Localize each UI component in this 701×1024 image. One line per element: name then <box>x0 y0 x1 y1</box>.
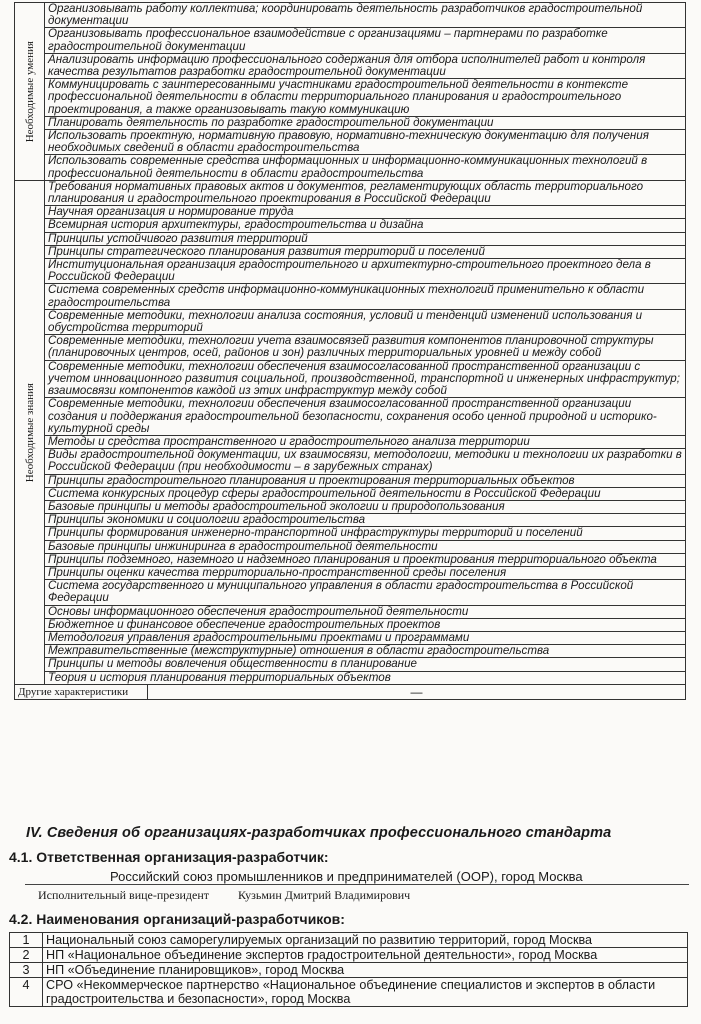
competency-item: Методология управления градостроительными проектами и программами <box>45 631 686 644</box>
other-characteristics-label: Другие характеристики <box>15 684 148 699</box>
developer-org-number: 1 <box>10 933 43 948</box>
competency-item: Принципы подземного, наземного и надземного планирования и проектирования территориального объекта <box>45 553 686 566</box>
competency-item: Основы информационного обеспечения градостроительной деятельности <box>45 605 686 618</box>
competency-row <box>15 79 686 117</box>
competency-row <box>15 605 686 618</box>
competency-item: Бюджетное и финансовое обеспечение градостроительных проектов <box>45 618 686 631</box>
competency-item: Система современных средств информационно-коммуникационных технологий применительно к области градостроительства <box>45 284 686 309</box>
competency-row <box>15 645 686 658</box>
competency-item: Современные методики, технологии обеспечения взаимосогласованной пространственной организации с учетом инновационного развития социальной, производственной, транспортной и инженерных инфраструктур; взаимосвязи компонентов каждой из этих инфраструктур между собой <box>45 360 686 398</box>
competency-item: Анализировать информацию профессионального содержания для отбора исполнителей работ и контроля качества результатов разработки градостроительной документации <box>45 53 686 78</box>
competency-row <box>15 631 686 644</box>
competency-row <box>15 671 686 684</box>
competency-row <box>15 449 686 474</box>
competency-row <box>15 514 686 527</box>
competency-item: Принципы градостроительного планирования и проектирования территориальных объектов <box>45 474 686 487</box>
developer-org-name: Национальный союз саморегулируемых организаций по развитию территорий, город Москва <box>43 933 688 948</box>
skills-category-label: Необходимые умения <box>23 40 36 143</box>
developer-org-name: НП «Национальное объединение экспертов градостроительной деятельности», город Москва <box>43 948 688 963</box>
developer-orgs-table <box>9 932 688 1007</box>
competency-item: Принципы стратегического планирования развития территорий и поселений <box>45 245 686 258</box>
developer-org-row <box>10 963 688 978</box>
responsible-org-heading: 4.1. Ответственная организация-разработчик: <box>9 849 329 865</box>
competency-item: Принципы экономики и социологии градостроительства <box>45 514 686 527</box>
skills-category <box>15 3 45 181</box>
competency-item: Базовые принципы и методы градостроительной экологии и природопользования <box>45 500 686 513</box>
competency-item: Принципы устойчивого развития территорий <box>45 232 686 245</box>
signer-position: Исполнительный вице-президент <box>38 888 210 902</box>
developer-org-number: 4 <box>10 978 43 1007</box>
competency-row <box>15 180 686 205</box>
developer-org-name: НП «Объединение планировщиков», город Москва <box>43 963 688 978</box>
competency-item: Межправительственные (межструктурные) отношения в области градостроительства <box>45 645 686 658</box>
competency-row <box>15 155 686 180</box>
competency-row <box>15 130 686 155</box>
competency-item: Базовые принципы инжиниринга в градостроительной деятельности <box>45 540 686 553</box>
competency-item: Теория и история планирования территориальных объектов <box>45 671 686 684</box>
competency-row <box>15 284 686 309</box>
signer-row <box>38 888 410 903</box>
competency-row <box>15 580 686 605</box>
competency-row <box>15 553 686 566</box>
competency-row <box>15 398 686 436</box>
competency-row <box>15 335 686 360</box>
competency-item: Использовать современные средства информационных и информационно-коммуникационных технологий в профессиональной деятельности в области градостроительства <box>45 155 686 180</box>
competency-item: Институциональная организация градостроительного и архитектурно-строительного проектного дела в Российской Федерации <box>45 259 686 284</box>
competency-row <box>15 28 686 53</box>
knowledge-category <box>15 180 45 684</box>
competency-row <box>15 53 686 78</box>
competency-item: Методы и средства пространственного и градостроительного анализа территории <box>45 435 686 448</box>
competency-item: Организовывать работу коллектива; координировать деятельность разработчиков градостроительной документации <box>45 3 686 28</box>
competency-item: Научная организация и нормирование труда <box>45 206 686 219</box>
competency-row <box>15 435 686 448</box>
competency-row <box>15 618 686 631</box>
developer-org-row <box>10 978 688 1007</box>
competency-item: Принципы оценки качества территориально-пространственной среды поселения <box>45 566 686 579</box>
developer-org-number: 3 <box>10 963 43 978</box>
competency-table <box>14 2 686 700</box>
developer-org-row <box>10 948 688 963</box>
competency-item: Всемирная история архитектуры, градостроительства и дизайна <box>45 219 686 232</box>
competency-row <box>15 566 686 579</box>
competency-item: Современные методики, технологии учета взаимосвязей развития компонентов планировочной структуры (планировочных центров, осей, районов и зон) различных территориальных уровней и между собой <box>45 335 686 360</box>
org-underline <box>25 884 689 885</box>
competency-row <box>15 219 686 232</box>
competency-row <box>15 527 686 540</box>
competency-row <box>15 309 686 334</box>
competency-item: Виды градостроительной документации, их взаимосвязи, методологии, методики и технологии их разработки в Российской Федерации (при необходимости – в зарубежных странах) <box>45 449 686 474</box>
competency-item: Коммуницировать с заинтересованными участниками градостроительной деятельности в контексте профессиональной деятельности в области территориального планирования и градостроительного проектирования, а также организовывать такую коммуникацию <box>45 79 686 117</box>
competency-item: Система конкурсных процедур сферы градостроительной деятельности в Российской Федерации <box>45 487 686 500</box>
competency-item: Организовывать профессиональное взаимодействие с организациями – партнерами по разработке градостроительной документации <box>45 28 686 53</box>
competency-row <box>15 658 686 671</box>
competency-item: Современные методики, технологии обеспечения взаимосогласованной пространственной организации создания и поддержания градостроительной безопасности, сохранения особо ценной природной и историко-культурной среды <box>45 398 686 436</box>
responsible-org-name: Российский союз промышленников и предпринимателей (ООР), город Москва <box>110 869 583 884</box>
section-iv-title: IV. Сведения об организациях-разработчиках профессионального стандарта <box>26 825 612 841</box>
other-characteristics-value: — <box>148 684 686 699</box>
competency-row <box>15 232 686 245</box>
competency-table-body <box>15 3 686 700</box>
competency-item: Современные методики, технологии анализа состояния, условий и тенденций изменений использования и обустройства территорий <box>45 309 686 334</box>
developer-orgs-heading: 4.2. Наименования организаций-разработчиков: <box>9 911 345 927</box>
competency-item: Система государственного и муниципального управления в области градостроительства в Российской Федерации <box>45 580 686 605</box>
competency-row <box>15 474 686 487</box>
competency-item: Планировать деятельность по разработке градостроительной документации <box>45 116 686 129</box>
competency-row <box>15 116 686 129</box>
competency-item: Требования нормативных правовых актов и документов, регламентирующих область территориального планирования и градостроительного проектирования в Российской Федерации <box>45 180 686 205</box>
competency-item: Принципы формирования инженерно-транспортной инфраструктуры территорий и поселений <box>45 527 686 540</box>
knowledge-category-label: Необходимые знания <box>23 382 36 482</box>
competency-row <box>15 500 686 513</box>
competency-row <box>15 540 686 553</box>
signer-name: Кузьмин Дмитрий Владимирович <box>238 888 411 902</box>
developer-org-number: 2 <box>10 948 43 963</box>
competency-item: Принципы и методы вовлечения общественности в планирование <box>45 658 686 671</box>
competency-row <box>15 206 686 219</box>
competency-row <box>15 259 686 284</box>
developer-org-row <box>10 933 688 948</box>
developer-orgs-body <box>10 933 688 1007</box>
other-characteristics-row <box>15 684 686 699</box>
competency-row <box>15 360 686 398</box>
competency-row <box>15 245 686 258</box>
competency-row <box>15 3 686 28</box>
developer-org-name: СРО «Некоммерческое партнерство «Национальное объединение специалистов и экспертов в области градостроительства и безопасности», город Москва <box>43 978 688 1007</box>
competency-row <box>15 487 686 500</box>
competency-item: Использовать проектную, нормативную правовую, нормативно-техническую документацию для получения необходимых сведений в области градостроительства <box>45 130 686 155</box>
